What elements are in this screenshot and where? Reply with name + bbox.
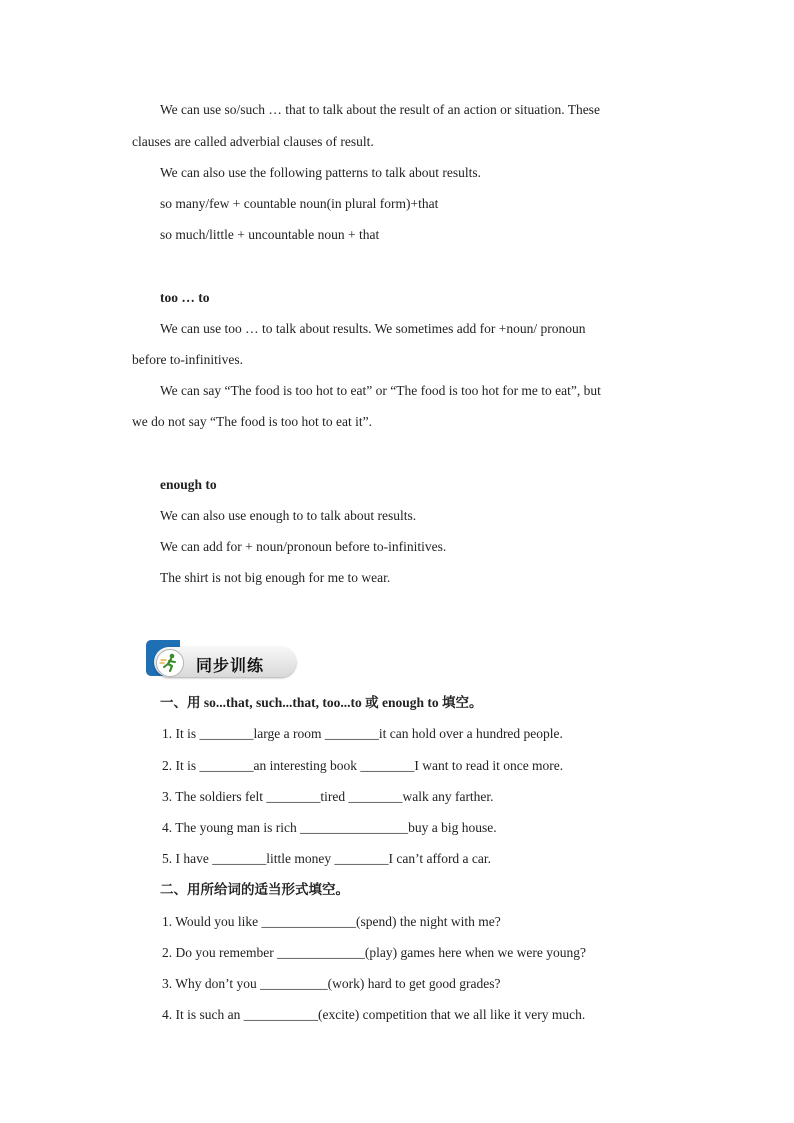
paragraph-line: before to-infinitives.: [132, 352, 243, 367]
section-banner: [146, 640, 298, 680]
paragraph-line: clauses are called adverbial clauses of result.: [132, 134, 374, 149]
paragraph-line: We can say “The food is too hot to eat” or “The food is too hot for me to eat”, but: [160, 383, 601, 398]
heading-too-to: too … to: [160, 290, 210, 305]
paragraph-line: We can use too … to talk about results. We sometimes add for +noun/ pronoun: [160, 321, 586, 336]
banner-title: 同步训练: [196, 656, 265, 675]
exercise-item: 3. Why don’t you __________(work) hard to get good grades?: [162, 976, 501, 991]
exercise-item: 1. Would you like ______________(spend) the night with me?: [162, 914, 501, 929]
paragraph-line: We can add for + noun/pronoun before to-infinitives.: [160, 539, 447, 554]
exercise-item: 4. It is such an ___________(excite) competition that we all like it very much.: [162, 1007, 586, 1022]
exercise-title: 一、用 so...that, such...that, too...to 或 enough to 填空。: [160, 695, 483, 710]
pattern-line: so much/little + uncountable noun + that: [160, 227, 380, 242]
heading-enough-to: enough to: [160, 477, 217, 492]
exercise-title: 二、用所给词的适当形式填空。: [160, 882, 349, 897]
exercise-item: 3. The soldiers felt ________tired ________walk any farther.: [162, 789, 494, 804]
pattern-line: so many/few + countable noun(in plural form)+that: [160, 196, 439, 211]
paragraph-line: we do not say “The food is too hot to eat it”.: [132, 414, 372, 429]
paragraph-line: We can also use the following patterns to talk about results.: [160, 165, 481, 180]
paragraph-line: We can use so/such … that to talk about the result of an action or situation. These: [160, 102, 600, 117]
paragraph-line: We can also use enough to to talk about results.: [160, 508, 417, 523]
exercise-item: 5. I have ________little money ________I can’t afford a car.: [162, 851, 492, 866]
paragraph-line: The shirt is not big enough for me to wear.: [160, 570, 391, 585]
runner-icon: [156, 649, 184, 677]
exercise-item: 2. It is ________an interesting book ________I want to read it once more.: [162, 758, 564, 773]
exercise-item: 1. It is ________large a room ________it can hold over a hundred people.: [162, 726, 563, 741]
exercise-item: 4. The young man is rich ________________buy a big house.: [162, 820, 497, 835]
exercise-item: 2. Do you remember _____________(play) games here when we were young?: [162, 945, 586, 960]
